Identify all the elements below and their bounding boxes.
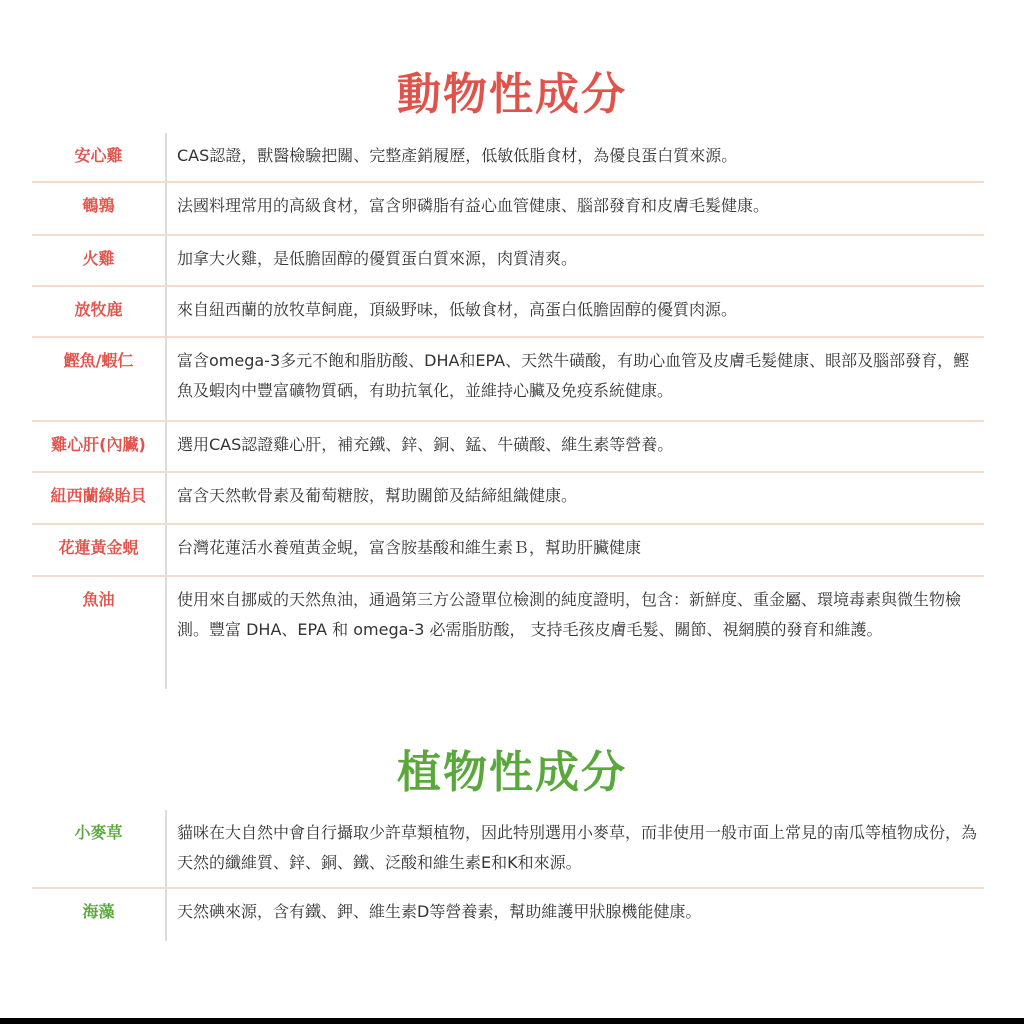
table-row [32, 133, 984, 183]
animal-ingredients-table [32, 133, 984, 689]
ingredient-label: 雞心肝(內臟) [51, 435, 146, 454]
ingredient-label: 小麥草 [74, 823, 123, 842]
table-row [32, 338, 984, 422]
table-row [32, 525, 984, 577]
ingredient-description: 選用CAS認證雞心肝，補充鐵、鋅、銅、錳、牛磺酸、維生素等營養。 [177, 435, 674, 454]
table-row [32, 183, 984, 236]
bottom-border [0, 1018, 1024, 1024]
ingredient-label: 安心雞 [74, 146, 123, 165]
ingredient-label: 鰹魚/蝦仁 [63, 351, 134, 370]
ingredient-description: CAS認證，獸醫檢驗把關、完整產銷履歷，低敏低脂食材，為優良蛋白質來源。 [177, 146, 738, 165]
ingredient-label: 紐西蘭綠貽貝 [50, 486, 147, 505]
ingredient-description: 法國料理常用的高級食材，富含卵磷脂有益心血管健康、腦部發育和皮膚毛髮健康。 [177, 196, 770, 215]
ingredient-description: 天然碘來源，含有鐵、鉀、維生素D等營養素，幫助維護甲狀腺機能健康。 [177, 902, 702, 921]
ingredient-label: 火雞 [82, 249, 115, 268]
ingredient-description: 來自紐西蘭的放牧草飼鹿，頂級野味，低敏食材，高蛋白低膽固醇的優質肉源。 [177, 300, 738, 319]
ingredient-label: 鵪鶉 [82, 196, 115, 215]
animal-section-title: 動物性成分 [397, 69, 627, 120]
ingredient-label: 放牧鹿 [74, 300, 123, 319]
ingredient-description: 使用來自挪威的天然魚油，通過第三方公證單位檢測的純度證明，包含：新鮮度、重金屬、環境毒素與微生物檢測。豐富 DHA、EPA 和 omega-3 必需脂肪酸， 支持毛孩皮膚毛髮、關節、視網膜的發育和維護。 [177, 590, 962, 639]
plant-section-title: 植物性成分 [397, 747, 627, 798]
ingredient-description: 台灣花蓮活水養殖黃金蜆，富含胺基酸和維生素Ｂ，幫助肝臟健康 [177, 538, 642, 557]
ingredient-description: 貓咪在大自然中會自行攝取少許草類植物，因此特別選用小麥草，而非使用一般市面上常見的南瓜等植物成份，為天然的纖維質、鋅、銅、鐵、泛酸和維生素E和K和來源。 [177, 823, 978, 872]
table-row [32, 577, 984, 689]
ingredient-description: 富含omega-3多元不飽和脂肪酸、DHA和EPA、天然牛磺酸，有助心血管及皮膚毛髮健康、眼部及腦部發育，鰹魚及蝦肉中豐富礦物質硒，有助抗氧化，並維持心臟及免疫系統健康。 [177, 351, 970, 400]
table-row [32, 810, 984, 889]
table-row [32, 473, 984, 525]
ingredient-description: 富含天然軟骨素及葡萄糖胺，幫助關節及結締組織健康。 [177, 486, 578, 505]
table-row [32, 287, 984, 338]
table-row [32, 422, 984, 473]
ingredient-label: 花蓮黃金蜆 [58, 538, 139, 557]
plant-ingredients-table [32, 810, 984, 941]
ingredient-description: 加拿大火雞，是低膽固醇的優質蛋白質來源，肉質清爽。 [177, 249, 578, 268]
table-row [32, 889, 984, 941]
ingredient-label: 魚油 [82, 590, 115, 609]
ingredient-label: 海藻 [82, 902, 115, 921]
table-row [32, 236, 984, 287]
